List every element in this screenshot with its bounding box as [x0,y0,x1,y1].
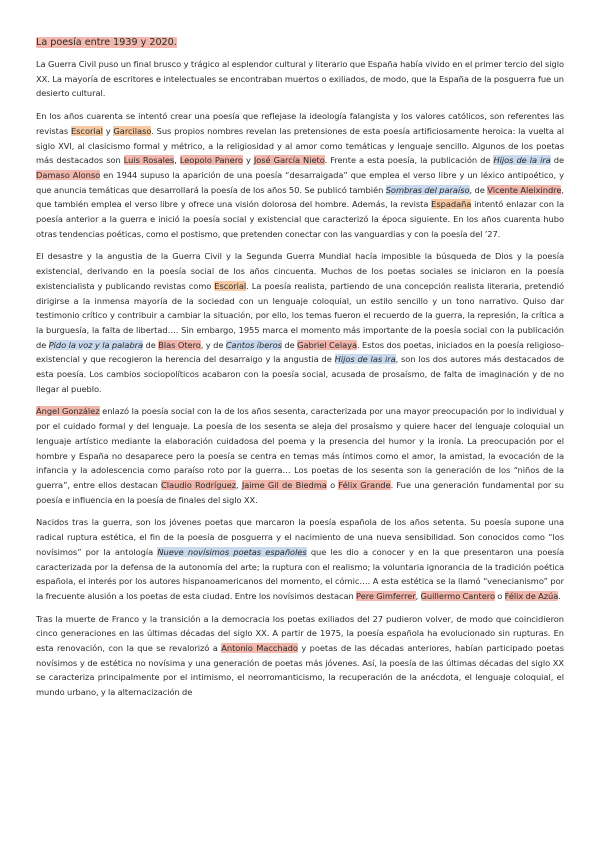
text-run: . [558,590,561,601]
text-run: , que también emplea el verso libre y ofrece una visión dolorosa del hombre. Además, la revista [36,184,564,210]
document-body [36,57,564,700]
text-run: , [415,590,421,601]
text-run: , [236,479,242,490]
text-run: en 1944 supuso la aparición de una poesía “desarraigada” que emplea el verso libre y un léxico antipoético, y que anuncia temáticas que desarrollará la poesía de los años 50. Se publicó también [36,169,564,195]
paragraph-5 [36,515,564,603]
author-name-highlight: Claudio Rodríguez [161,479,237,490]
author-name-highlight: Guillermo Cantero [420,590,495,601]
text-run: y [242,155,254,166]
text-run: En los años cuarenta se intentó crear una poesía que reflejase la ideología falangista y los valores católicos, son referentes las revistas [36,111,564,136]
author-name-highlight: Gabriel Celaya [297,339,358,350]
paragraph-3 [36,249,564,396]
text-run: enlazó la poesía social con la de los años sesenta, caracterizada por una mayor preocupación por lo individual y por el cuidado formal y del lenguaje. La poesía de los sesenta se aleja del prosaísmo y quiere hacer del lenguaje coloquial un lenguaje artístico mediante la elaboración cuidadosa del poema y la presencia del humor y la ironía. La preocupación por el hombre y España no desaparece pero la poesía se centra en temas más íntimos como el amor, la amistad, la evocación de la infancia y la adolescencia como paraíso roto por la guerra… Los poetas de los sesenta son la generación de los “niños de la guerra”, entre ellos destacan [36,406,564,490]
magazine-name-highlight: Espadaña [431,199,472,210]
magazine-name-highlight: Escorial [214,280,247,291]
text-run: La Guerra Civil puso un final brusco y trágico al esplendor cultural y literario que España había vivido en el primer tercio del siglo XX. La mayoría de escritores e intelectuales se encontraban muertos o exiliados, de modo, que la España de la posguerra fue un desierto cultural. [36,59,564,99]
author-name-highlight: Blas Otero [158,339,201,350]
text-run: Tras la muerte de Franco y la transición a la democracia los poetas exiliados del 27 pudieron volver, de modo que coincidieron cinco generaciones en las últimas décadas del siglo XX. A partir de 1975, la poesía española ha evolucionado sin rupturas. En esta renovación, con la que se revalorizó a [36,613,564,654]
text-run: . Estos dos poetas, iniciados en la poesía religioso-existencial y que recogieron la herencia del desarraigo y la angustia de [36,339,564,365]
text-run: de [143,339,159,350]
text-run: . La poesía realista, partiendo de una concepción realista literaria, pretendió dirigirse a la inmensa mayoría de la sociedad con un lenguaje coloquial, un estilo sencillo y un tono narrativo. Quiso dar testimonio crítico y contribuir a cambiar la situación, por ello, los temas fueron el recuerdo de la guerra, la represión, la crítica a la burguesía, la falta de libertad…. Sin embargo, 1955 marca el momento más importante de la poesía social con la publicación de [36,280,564,350]
text-run: o [494,590,505,601]
text-run: . Fue una generación fundamental por su poesía e influencia en la poesía de finales del siglo XX. [36,479,564,505]
author-name-highlight: Jaime Gil de Biedma [241,479,327,490]
author-name-highlight: Félix Grande [338,479,391,490]
author-name-highlight: Luis Rosales [123,155,175,166]
text-run: de [281,339,298,350]
work-title-highlight: Cantos íberos [225,339,282,350]
paragraph-2 [36,109,564,241]
text-run: que les dio a conocer y en la que presentaron una poesía caracterizada por la defensa de la autonomía del arte; la ruptura con el realismo; la voluntaria ignorancia de la tradición poética española, el interés por los autores hispanoamericanos del momento, el cómic…. A esta estética se la llamó “venecianismo” por la frecuente alusión a los poetas de esta ciudad. Entre los novísimos destacan [36,546,564,601]
author-name-highlight: Félix de Azúa [504,590,559,601]
author-name-highlight: Leopolo Panero [179,155,243,166]
text-run: de [550,155,565,166]
magazine-name-highlight: Escorial [70,125,103,136]
text-run: , son los dos autores más destacados de esta poesía. Los cambios sociopolíticos acabaron con la poesía social, acusada de prosaísmo, de falta de imaginación y de no llegar al pueblo. [36,354,564,394]
author-name-highlight: Damaso Alonso [36,169,101,180]
text-run: y [102,125,114,136]
text-run: intentó enlazar con la poesía anterior a la guerra e inició la poesía social y existencial que caracterizó la época siguiente. En los años cuarenta hubo otras tendencias poéticas, como el postismo, que pretenden conectar con las vanguardias y con la poesía del ’27. [36,199,564,239]
author-name-highlight: Antonio Macchado [221,643,298,654]
document-title [36,36,564,49]
work-title-highlight: Hijos de la ira [493,155,551,166]
author-name-highlight: José García Nieto [253,155,325,166]
work-title-highlight: Nueve novísimos poetas españoles [157,546,307,557]
text-run: y poetas de las décadas anteriores, habían participado poetas novísimos y de estética no novísima y una generación de poetas más jóvenes. Así, la poesía de las últimas décadas del siglo XX se caracteriza principalmente por el intimismo, el neorromanticismo, la recuperación de la anécdota, el lenguaje coloquial, el mundo urbano, y la alternacización de [36,643,565,698]
text-run: . Sus propios nombres revelan las pretensiones de esta poesía artificiosamente heroica: la vuelta al siglo XVI, al clasicismo formal y métrico, a la religiosidad y al amor como temáticas y lenguaje sencillo. Algunos de los poetas más destacados son [36,125,564,166]
text-run: . Frente a esta poesía, la publicación de [324,155,494,166]
text-run: Nacidos tras la guerra, son los jóvenes poetas que marcaron la poesía española de los años setenta. Su poesía supone una radical ruptura estética, el fin de la poesía de posguerra y el nacimiento de una nueva sensibilidad. Son conocidos como “los novísimos” por la antología [36,517,564,557]
work-title-highlight: Pido la voz y la palabra [48,339,144,350]
paragraph-4 [36,404,564,507]
title-text: La poesía entre 1939 y 2020. [36,37,177,48]
work-title-highlight: Hijos de las ira [334,354,396,365]
author-name-highlight: Vicente Aleixindre [487,184,562,195]
work-title-highlight: Sombras del paraíso [385,184,470,195]
text-run: El desastre y la angustia de la Guerra Civil y la Segunda Guerra Mundial hacía imposible la búsqueda de Dios y la poesía existencial, derivando en la poesía social de los años cincuenta. Muchos de los poetas sociales se iniciaron en la poesía existencialista y publicando revistas como [36,251,564,291]
text-run: o [326,479,339,490]
author-name-highlight: Ángel González [36,406,100,417]
text-run: , y de [200,339,226,350]
paragraph-1 [36,57,564,101]
text-run: , [174,155,180,166]
author-name-highlight: Pere Gimferrer [356,590,416,601]
magazine-name-highlight: Garcilaso [113,125,152,136]
text-run: , de [469,184,488,195]
paragraph-6 [36,612,564,700]
